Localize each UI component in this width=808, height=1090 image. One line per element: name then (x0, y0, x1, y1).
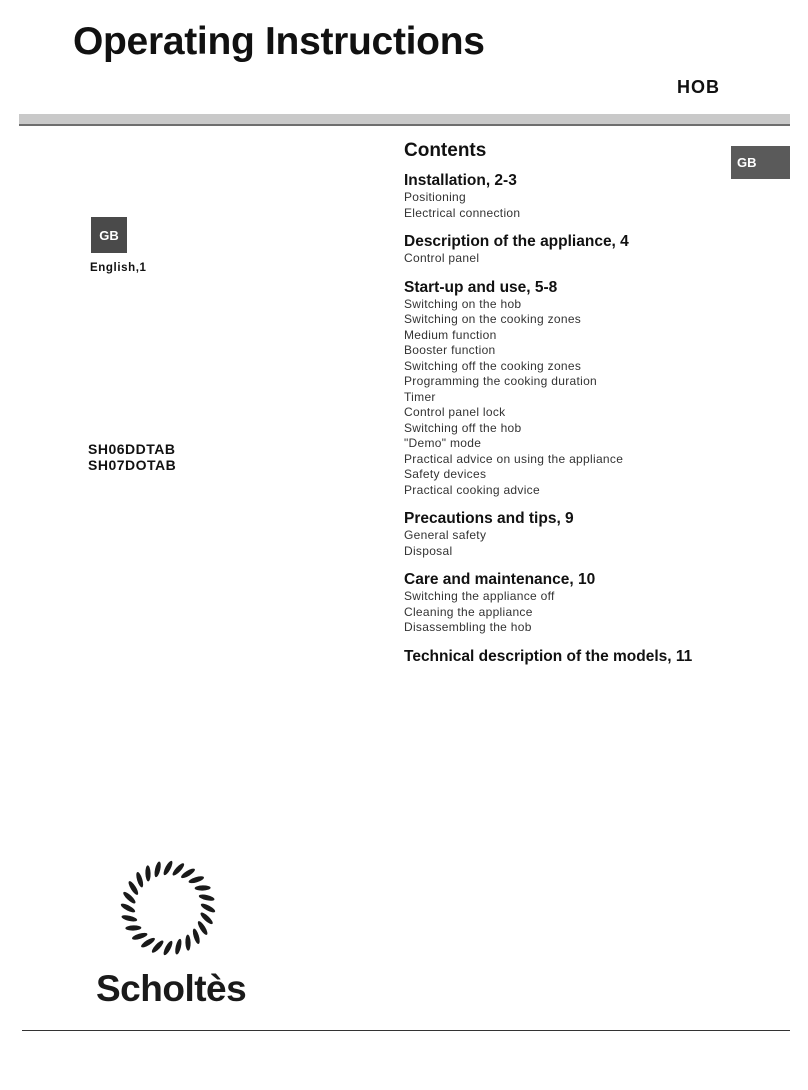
toc-item: Practical cooking advice (404, 482, 540, 497)
sun-ray (153, 861, 162, 878)
toc-item: Safety devices (404, 467, 487, 481)
sun-ray (195, 885, 211, 891)
sun-ray (200, 902, 217, 914)
toc-item: "Demo" mode (404, 436, 482, 450)
product-type: HOB (677, 77, 720, 97)
sun-ray (145, 865, 151, 881)
toc-item: General safety (404, 528, 487, 542)
toc-item: Switching off the hob (404, 420, 522, 435)
toc-section (404, 232, 734, 267)
toc-item: Disassembling the hob (404, 620, 532, 634)
sun-ray (120, 902, 137, 914)
sun-ray (121, 914, 138, 923)
table-of-contents (404, 140, 734, 677)
toc-section-title: Care and maintenance, 10 (404, 571, 596, 588)
toc-section (404, 570, 734, 636)
model-list (88, 441, 176, 473)
toc-section-title: Technical description of the models, 11 (404, 647, 693, 665)
sun-ray (188, 875, 205, 885)
sun-ray (162, 940, 174, 957)
toc-item: Switching the appliance off (404, 589, 555, 603)
toc-item: Cleaning the appliance (404, 604, 533, 619)
contents-heading: Contents (404, 140, 487, 161)
sun-ray (162, 860, 174, 877)
toc-section (404, 509, 734, 559)
toc-item: Control panel lock (404, 405, 506, 419)
toc-section-title: Start-up and use, 5-8 (404, 278, 558, 296)
sun-ray (191, 928, 201, 945)
model-number: SH07DOTAB (88, 457, 177, 473)
toc-item: Switching off the cooking zones (404, 358, 582, 373)
toc-item: Medium function (404, 327, 497, 342)
toc-item: Disposal (404, 543, 453, 558)
brand-logo-text: Scholtès (96, 968, 247, 1009)
toc-item: Switching on the hob (404, 296, 522, 311)
sun-ray (131, 931, 148, 941)
toc-section (404, 171, 734, 221)
sun-ray (125, 925, 141, 931)
toc-item: Positioning (404, 190, 467, 204)
toc-item: Control panel (404, 251, 480, 265)
toc-item: Switching on the cooking zones (404, 312, 582, 326)
toc-sections (404, 171, 734, 666)
model-number: SH06DDTAB (88, 441, 176, 457)
language-page-reference: English,1 (90, 262, 147, 274)
sun-ray (174, 938, 183, 955)
language-badge: GB (91, 217, 127, 253)
sun-ray (185, 935, 191, 951)
toc-item: Timer (404, 389, 436, 404)
toc-section-title: Precautions and tips, 9 (404, 510, 574, 527)
toc-item: Practical advice on using the appliance (404, 451, 624, 466)
toc-section (404, 278, 734, 499)
document-title: Operating Instructions (73, 20, 485, 63)
header-divider (19, 114, 790, 126)
toc-item: Booster function (404, 343, 496, 357)
toc-section-title: Installation, 2-3 (404, 172, 517, 189)
toc-item: Electrical connection (404, 205, 521, 220)
toc-section-title: Description of the appliance, 4 (404, 233, 629, 250)
sun-ray (198, 893, 215, 902)
toc-item: Programming the cooking duration (404, 374, 598, 388)
sun-ray (135, 871, 145, 888)
footer-divider (22, 1030, 790, 1031)
toc-section (404, 647, 734, 666)
language-tab: GB (731, 146, 790, 179)
